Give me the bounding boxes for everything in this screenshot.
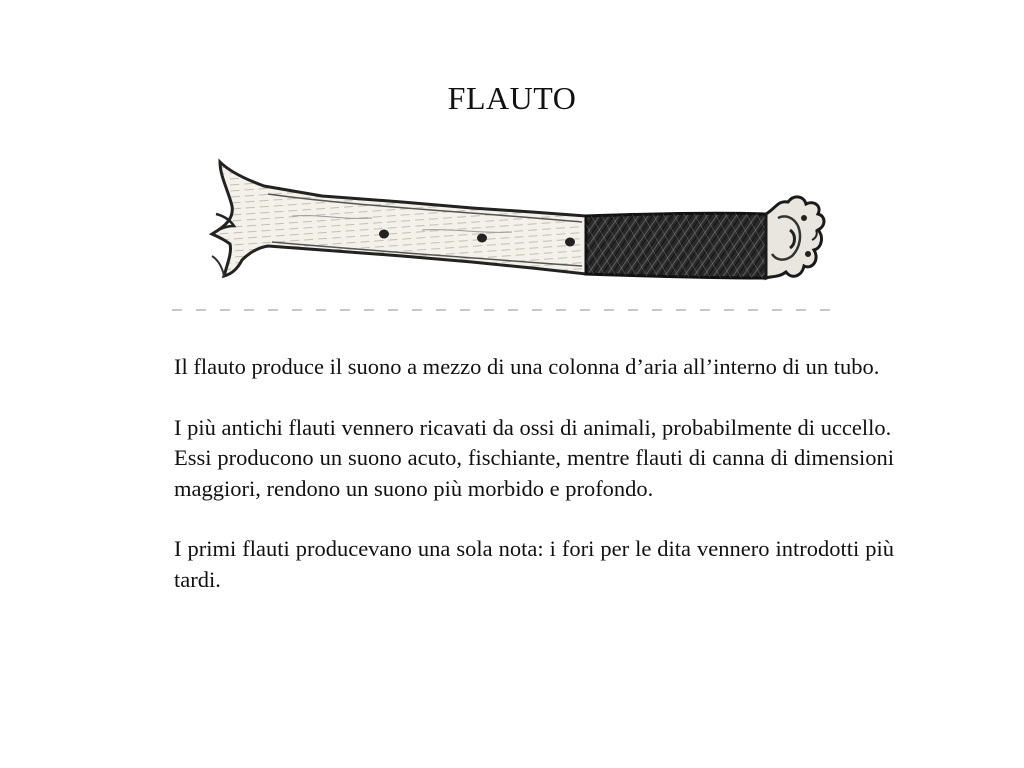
- description-text: [174, 352, 894, 595]
- paragraph-sound: Il flauto produce il suono a mezzo di una colonna d’aria all’interno di un tubo.: [174, 354, 880, 379]
- paragraph-tone: Essi producono un suono acuto, fischiante, mentre flauti di canna di dimensioni maggiori, rendono un suono più morbido e profondo.: [174, 445, 894, 501]
- paragraph-finger-holes: I primi flauti producevano una sola nota: i fori per le dita vennero introdotti più tardi.: [174, 536, 894, 592]
- bone-flute-icon: [172, 156, 844, 314]
- paragraph-origins: I più antichi flauti vennero ricavati da ossi di animali, probabilmente di uccello.: [174, 414, 892, 440]
- bone-flute-illustration: [172, 156, 844, 314]
- page-title: FLAUTO: [447, 80, 577, 116]
